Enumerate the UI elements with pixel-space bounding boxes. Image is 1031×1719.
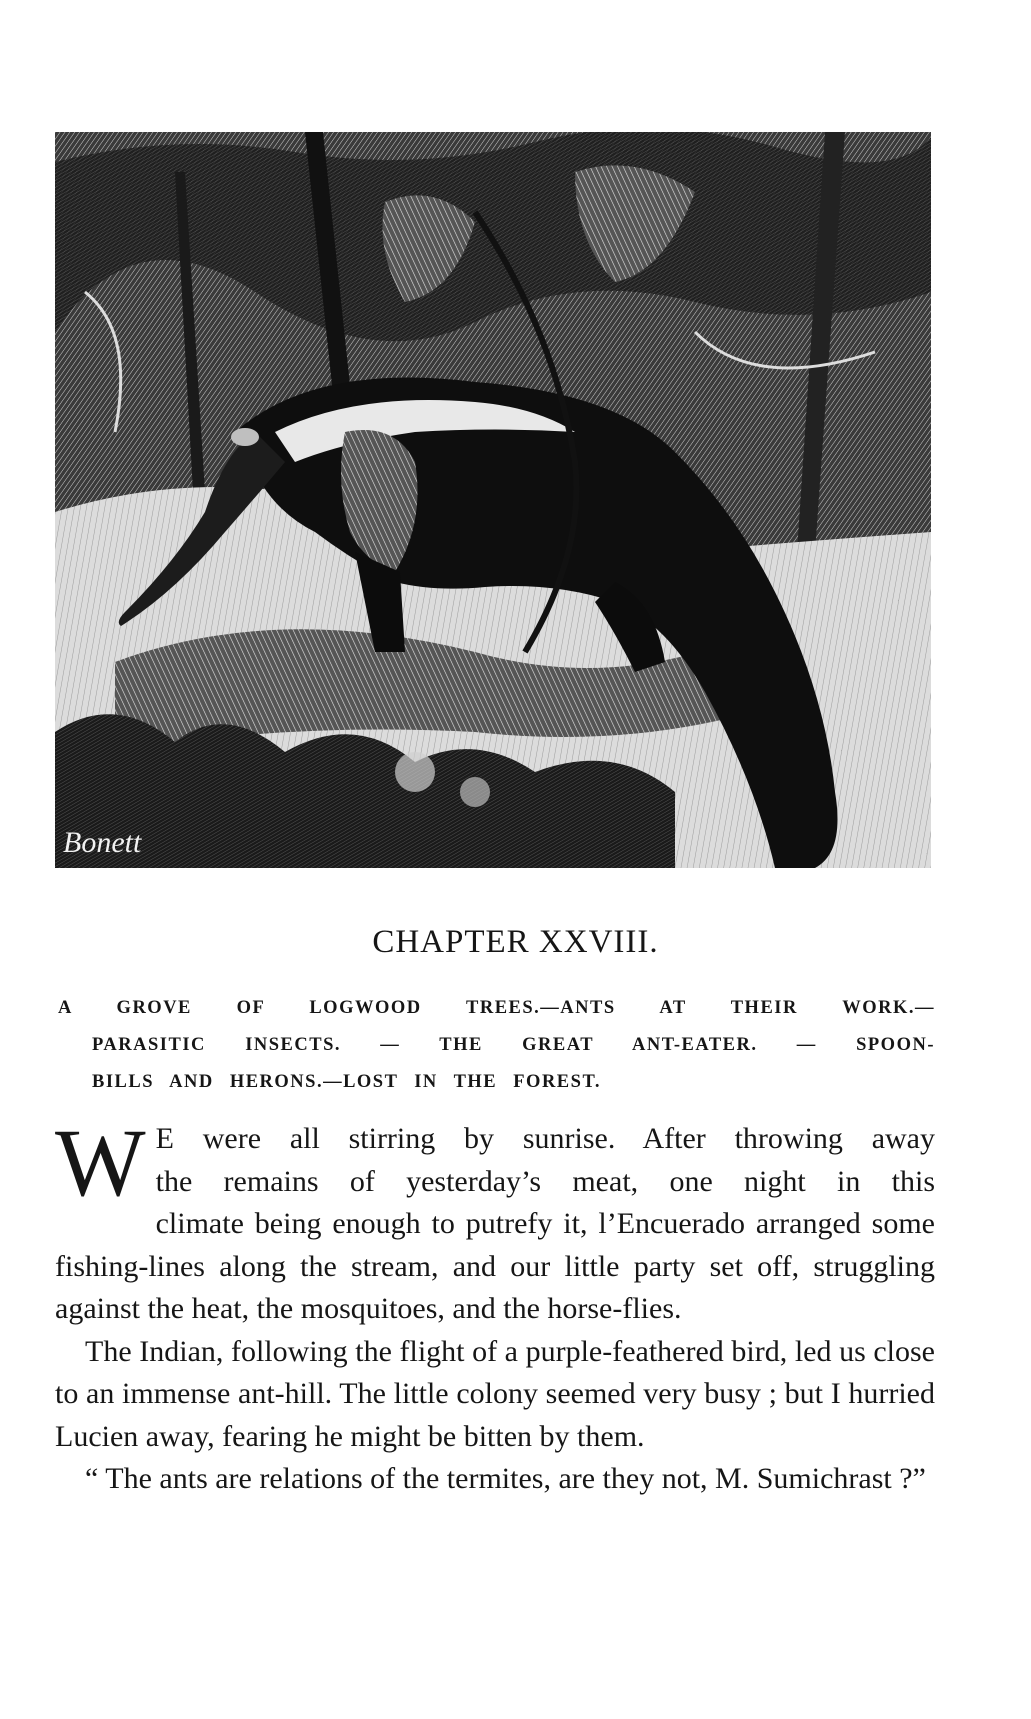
- paragraph: [55, 1109, 935, 1331]
- paragraph-line: the remains of yesterday’s meat, one night in this: [155, 1164, 935, 1198]
- chapter-body: [55, 1109, 935, 1501]
- summary-line: BILLS AND HERONS.—LOST IN THE FOREST.: [92, 1072, 602, 1092]
- svg-text:Bonett: Bonett: [63, 826, 142, 859]
- chapter-summary: [58, 990, 935, 1101]
- paragraph-line: E were all stirring by sunrise. After throwing away: [155, 1122, 935, 1155]
- summary-line: A GROVE OF LOGWOOD TREES.—ANTS AT THEIR WORK.—: [58, 998, 935, 1018]
- summary-line: PARASITIC INSECTS. — THE GREAT ANT-EATER. — SPOON-: [92, 1035, 935, 1055]
- paragraph-line: climate being enough to putrefy it, l’Encuerado arranged some fishing-lines along the stream, and our little party set off, struggling against the heat, the mosquitoes, and the horse-flies.: [55, 1207, 935, 1325]
- anteater-engraving-icon: [55, 132, 931, 868]
- paragraph: The Indian, following the flight of a purple-feathered bird, led us close to an immense ant-hill. The little colony seemed very busy ; but I hurried Lucien away, fearing he might be bitten by them.: [55, 1334, 935, 1453]
- paragraph: “ The ants are relations of the termites, are they not, M. Sumichrast ?”: [85, 1462, 926, 1495]
- drop-cap: W: [55, 1109, 146, 1216]
- chapter-title: CHAPTER XXVIII.: [372, 924, 659, 960]
- anteater-illustration: [55, 132, 931, 868]
